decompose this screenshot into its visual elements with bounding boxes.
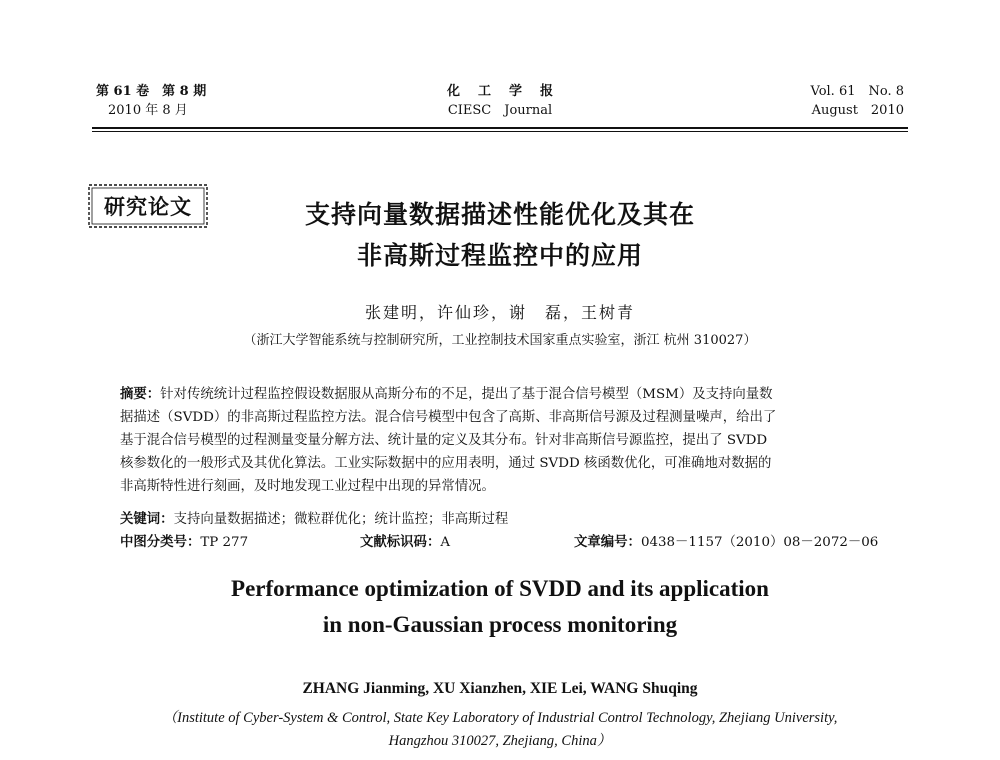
- header-rule-thick: [92, 127, 908, 129]
- abstract-line: 基于混合信号模型的过程测量变量分解方法、统计量的定义及其分布。针对非高斯信号源监控，提出了 SVDD: [120, 433, 768, 448]
- date-en: August 2010: [811, 103, 904, 118]
- affiliation-en-line1: （Institute of Cyber-System & Control, State Key Laboratory of Industrial Control Technology, Zhejiang University,: [162, 710, 838, 726]
- journal-name-cn: 化工学报: [446, 84, 571, 99]
- volume-issue-en: Vol. 61 No. 8: [810, 84, 904, 99]
- authors-cn: 张建明，许仙珍，谢 磊，王树青: [364, 303, 635, 322]
- abstract-line: [120, 383, 880, 406]
- affiliation-cn: （浙江大学智能系统与控制研究所，工业控制技术国家重点实验室，浙江 杭州 310027）: [243, 333, 757, 348]
- column-tag-label: 研究论文: [104, 195, 192, 219]
- article-number-value: 0438－1157（2010）08－2072－06: [640, 535, 879, 550]
- abstract-line: 据描述（SVDD）的非高斯过程监控方法。混合信号模型中包含了高斯、非高斯信号源及过程测量噪声，给出了: [120, 410, 777, 425]
- keywords-text: 支持向量数据描述；微粒群优化；统计监控；非高斯过程: [173, 512, 509, 527]
- keywords: [120, 508, 508, 527]
- abstract-text: 针对传统统计过程监控假设数据服从高斯分布的不足，提出了基于混合信号模型（MSM）及支持向量数: [160, 387, 773, 402]
- abstract-line: 非高斯特性进行刻画，及时地发现工业过程中出现的异常情况。: [120, 479, 495, 494]
- abstract-label: 摘要：: [120, 386, 161, 402]
- title-en-line2: in non-Gaussian process monitoring: [322, 612, 678, 637]
- clc-value: TP 277: [200, 535, 249, 550]
- article-number-label: 文章编号：: [574, 534, 641, 550]
- title-cn-line1: 支持向量数据描述性能优化及其在: [304, 200, 695, 229]
- date-cn: 2010 年 8 月: [108, 103, 188, 118]
- affiliation-en-line2: Hangzhou 310027, Zhejiang, China）: [388, 733, 612, 749]
- clc-label: 中图分类号：: [120, 534, 201, 550]
- clc-number: [120, 531, 248, 550]
- authors-en: ZHANG Jianming, XU Xianzhen, XIE Lei, WANG Shuqing: [302, 680, 698, 697]
- title-cn-line2: 非高斯过程监控中的应用: [356, 241, 643, 270]
- abstract: [120, 383, 880, 498]
- journal-issue-info-en: [811, 82, 905, 120]
- article-number: [574, 531, 878, 550]
- journal-name-en: CIESC Journal: [447, 103, 553, 118]
- title-en-line1: Performance optimization of SVDD and its application: [231, 576, 769, 601]
- affiliation-en: [96, 707, 904, 753]
- document-code-value: A: [440, 535, 451, 550]
- document-code-label: 文献标识码：: [360, 534, 441, 550]
- header-rule-thin: [92, 131, 908, 132]
- volume-issue-cn: 第 61 卷 第 8 期: [96, 84, 207, 99]
- keywords-label: 关键词：: [120, 511, 174, 527]
- document-code: [360, 531, 450, 550]
- abstract-line: 核参数化的一般形式及其优化算法。工业实际数据中的应用表明，通过 SVDD 核函数优化，可准确地对数据的: [120, 456, 772, 471]
